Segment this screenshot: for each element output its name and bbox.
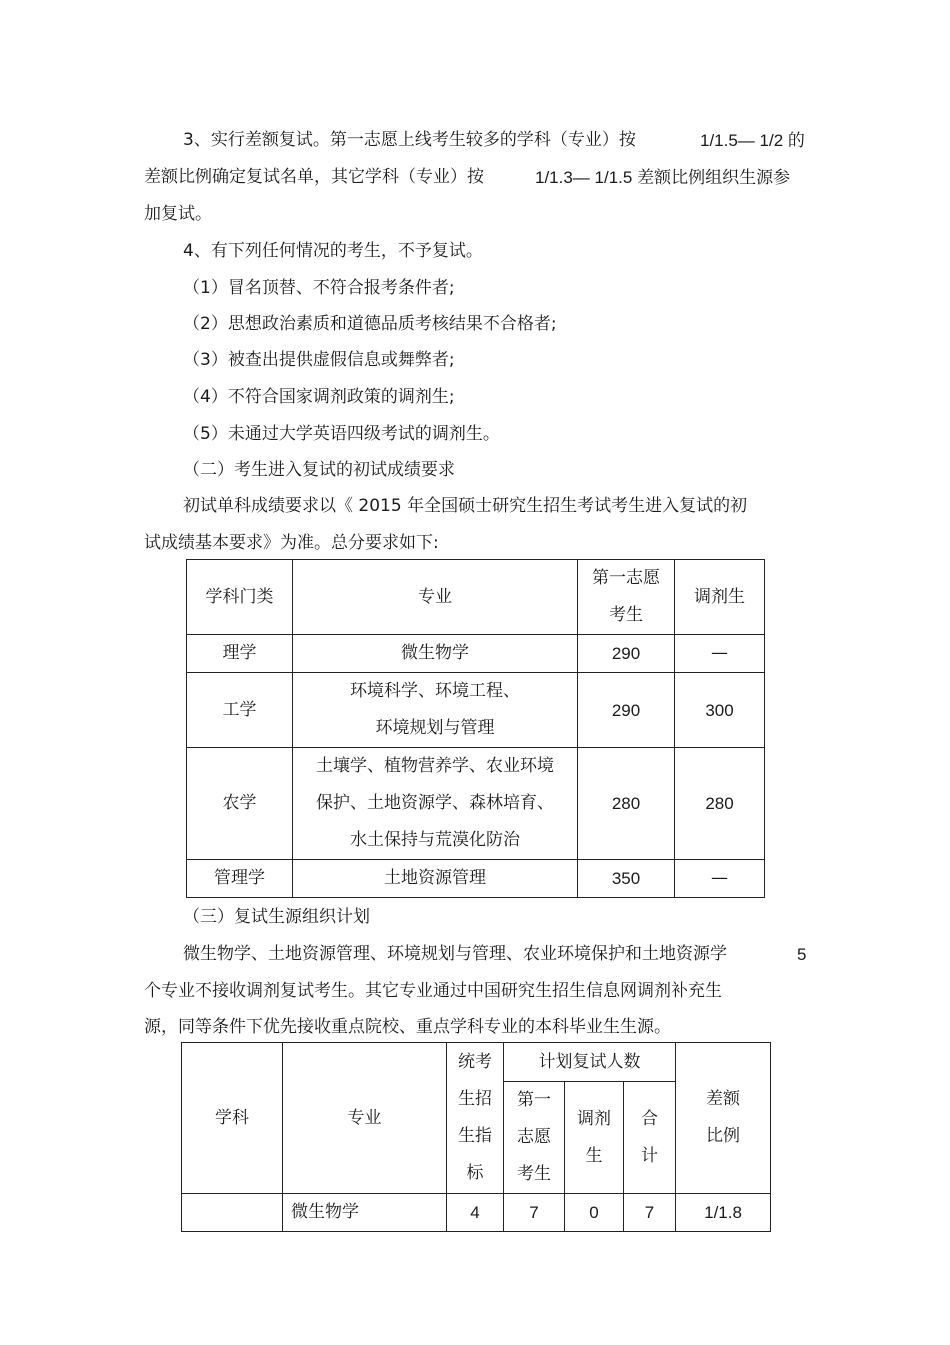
header-quota-line: 生招 — [458, 1089, 492, 1109]
para-3-line1a: 3、实行差额复试。第一志愿上线考生较多的学科（专业）按 — [183, 130, 636, 150]
list-item-2: （2）思想政治素质和道德品质考核结果不合格者; — [183, 314, 557, 334]
header-ratio — [676, 1043, 771, 1194]
header-first-line: 考生 — [517, 1164, 551, 1184]
table-cell: 0 — [565, 1194, 624, 1232]
header-total-line: 合 — [641, 1108, 658, 1129]
major-line: 环境科学、环境工程、 — [350, 681, 520, 701]
header-quota-line: 标 — [466, 1163, 484, 1183]
header-first-choice — [578, 560, 675, 635]
retest-plan-table — [181, 1042, 771, 1232]
header-first-line1: 第一志愿 — [592, 568, 660, 588]
header-category: 学科门类 — [187, 560, 293, 635]
list-item-5: （5）未通过大学英语四级考试的调剂生。 — [183, 424, 500, 444]
header-ratio-line: 比例 — [706, 1126, 741, 1146]
para-3-line2b: 1/1.3— 1/1.5 差额比例组织生源参 — [535, 168, 791, 187]
section-2-line2: 试成绩基本要求》为准。总分要求如下: — [144, 533, 439, 553]
header-transfer: 调剂生 — [675, 560, 765, 635]
header-major: 专业 — [293, 560, 578, 635]
header-transfer — [565, 1082, 624, 1194]
table-cell: — — [675, 860, 765, 898]
para-3-line1b: 1/1.5— 1/2 的 — [700, 131, 805, 150]
list-item-3: （3）被查出提供虚假信息或舞弊者; — [183, 350, 455, 370]
table-cell — [293, 748, 578, 860]
table-cell: 微生物学 — [283, 1194, 447, 1232]
list-item-4: （4）不符合国家调剂政策的调剂生; — [183, 387, 455, 407]
score-requirements-table — [186, 559, 765, 898]
table-cell: — — [675, 635, 765, 673]
table-cell: 4 — [447, 1194, 504, 1232]
header-quota — [447, 1043, 504, 1194]
section-3-line3: 源，同等条件下优先接收重点院校、重点学科专业的本科毕业生生源。 — [144, 1017, 671, 1037]
header-major: 专业 — [283, 1043, 447, 1194]
header-subject: 学科 — [182, 1043, 283, 1194]
header-first-line: 志愿 — [517, 1127, 551, 1147]
table-cell — [293, 673, 578, 748]
table-cell — [293, 635, 578, 673]
section-2-heading: （二）考生进入复试的初试成绩要求 — [183, 460, 455, 480]
table-cell — [293, 860, 578, 898]
table-cell: 300 — [675, 673, 765, 748]
table-cell — [182, 1194, 283, 1232]
table-cell: 理学 — [187, 635, 293, 673]
section-3-line1a: 微生物学、土地资源管理、环境规划与管理、农业环境保护和土地资源学 — [183, 944, 727, 964]
header-transfer-line: 调剂 — [577, 1108, 611, 1129]
table-cell: 290 — [578, 673, 675, 748]
table-cell: 农学 — [187, 748, 293, 860]
section-3-heading: （三）复试生源组织计划 — [183, 907, 370, 927]
para-3-line2a: 差额比例确定复试名单，其它学科（专业）按 — [144, 167, 484, 187]
major-line: 土地资源管理 — [384, 868, 486, 888]
table-cell: 管理学 — [187, 860, 293, 898]
major-line: 保护、土地资源学、森林培育、 — [316, 793, 554, 813]
header-first-line: 第一 — [517, 1090, 551, 1110]
major-line: 水土保持与荒漠化防治 — [350, 830, 520, 850]
section-3-line1b: 5 — [797, 945, 807, 964]
major-line: 环境规划与管理 — [375, 718, 495, 738]
section-3-line2: 个专业不接收调剂复试考生。其它专业通过中国研究生招生信息网调剂补充生 — [144, 981, 722, 1001]
table-cell: 280 — [675, 748, 765, 860]
header-first-choice — [504, 1082, 565, 1194]
header-first-line2: 考生 — [609, 605, 643, 625]
header-transfer-line: 生 — [585, 1145, 603, 1166]
header-quota-line: 生指 — [458, 1126, 492, 1146]
table-cell: 工学 — [187, 673, 293, 748]
section-2-line1: 初试单科成绩要求以《 2015 年全国硕士研究生招生考试考生进入复试的初 — [183, 496, 748, 516]
table-cell: 7 — [504, 1194, 565, 1232]
header-total — [624, 1082, 676, 1194]
table-cell: 350 — [578, 860, 675, 898]
para-3-line3: 加复试。 — [144, 204, 212, 224]
table-cell: 7 — [624, 1194, 676, 1232]
header-plan: 计划复试人数 — [504, 1043, 676, 1082]
table-cell: 280 — [578, 748, 675, 860]
major-line: 土壤学、植物营养学、农业环境 — [316, 756, 554, 776]
list-item-1: （1）冒名顶替、不符合报考条件者; — [183, 278, 455, 298]
table-cell: 1/1.8 — [676, 1194, 771, 1232]
header-ratio-line: 差额 — [706, 1089, 741, 1109]
header-quota-line: 统考 — [458, 1052, 492, 1072]
major-line: 微生物学 — [401, 643, 469, 663]
para-4: 4、有下列任何情况的考生，不予复试。 — [183, 241, 483, 261]
table-cell: 290 — [578, 635, 675, 673]
header-total-line: 计 — [641, 1145, 658, 1166]
